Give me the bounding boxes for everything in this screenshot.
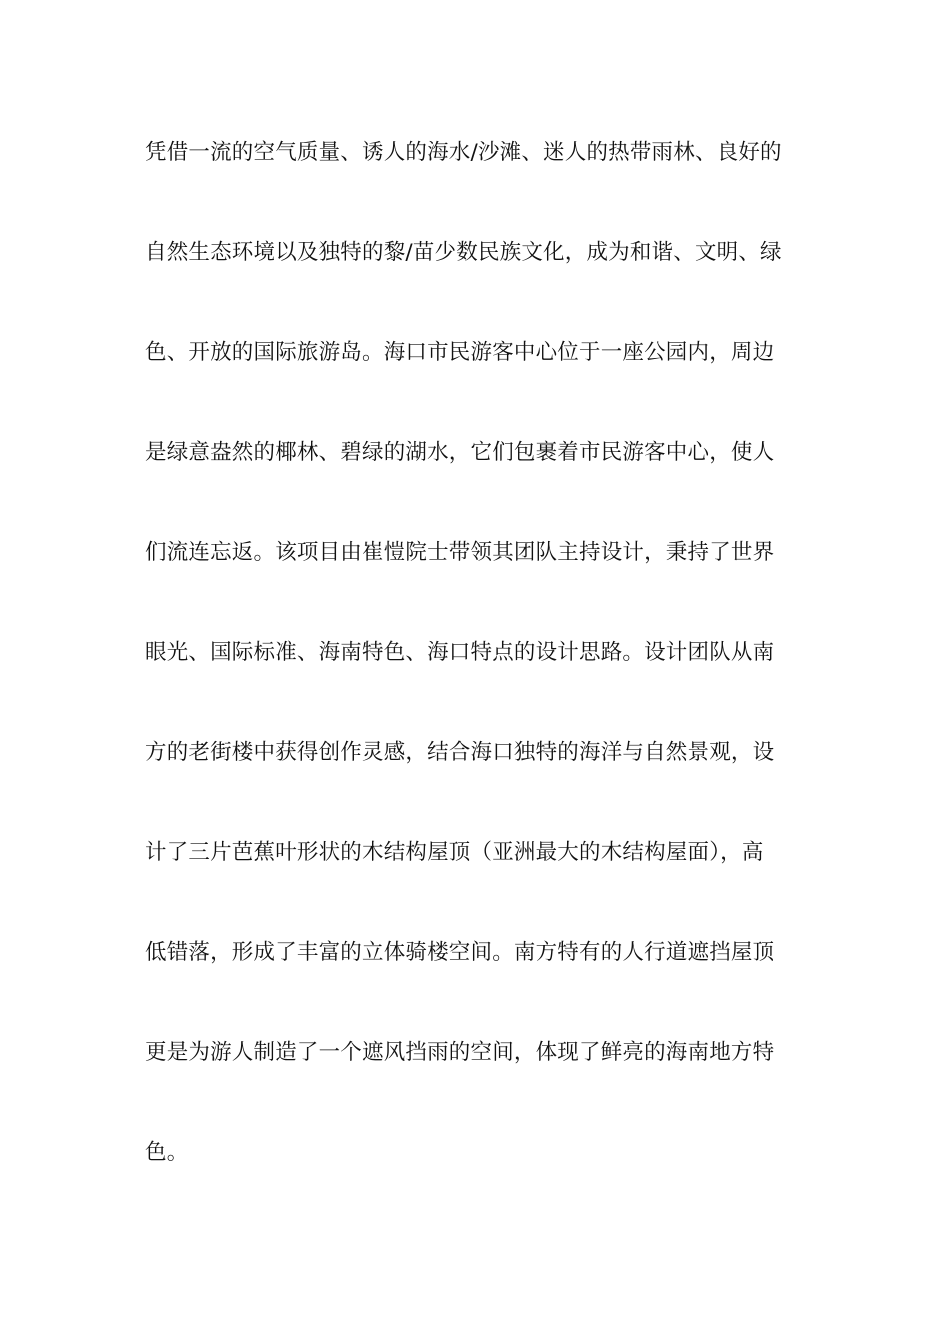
paragraph-line: 更是为游人制造了一个遮风挡雨的空间，体现了鲜亮的海南地方特 <box>145 1040 775 1065</box>
paragraph-line: 低错落，形成了丰富的立体骑楼空间。南方特有的人行道遮挡屋顶 <box>145 940 775 965</box>
paragraph-line: 凭借一流的空气质量、诱人的海水/沙滩、迷人的热带雨林、良好的 <box>145 140 782 165</box>
paragraph-line: 色。 <box>145 1140 189 1165</box>
paragraph-line: 是绿意盎然的椰林、碧绿的湖水，它们包裹着市民游客中心，使人 <box>145 440 775 465</box>
paragraph-line: 计了三片芭蕉叶形状的木结构屋顶（亚洲最大的木结构屋面），高 <box>145 840 764 865</box>
paragraph-line: 自然生态环境以及独特的黎/苗少数民族文化，成为和谐、文明、绿 <box>145 240 782 265</box>
paragraph-line: 们流连忘返。该项目由崔愷院士带领其团队主持设计，秉持了世界 <box>145 540 775 565</box>
body-paragraph <box>145 130 810 1230</box>
paragraph-line: 色、开放的国际旅游岛。海口市民游客中心位于一座公园内，周边 <box>145 340 775 365</box>
paragraph-line: 方的老街楼中获得创作灵感，结合海口独特的海洋与自然景观，设 <box>145 740 775 765</box>
paragraph-line: 眼光、国际标准、海南特色、海口特点的设计思路。设计团队从南 <box>145 640 775 665</box>
